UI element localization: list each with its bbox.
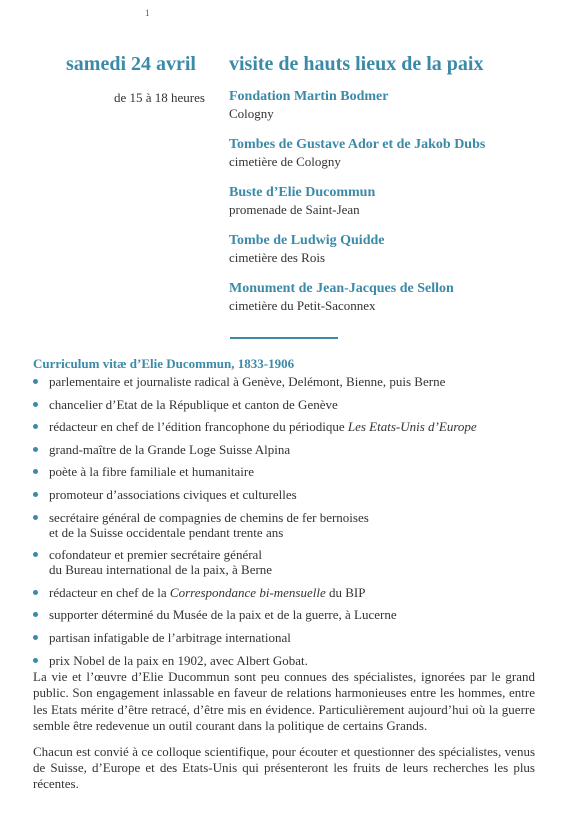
curriculum-title: Curriculum vitæ d’Elie Ducommun, 1833-1906	[33, 356, 295, 371]
item-text: rédacteur en chef de l’édition francophone du périodique	[49, 419, 348, 435]
item-text: prix Nobel de la paix en 1902, avec Albert Gobat.	[49, 652, 308, 668]
list-item	[33, 607, 543, 622]
visit-item	[229, 88, 549, 123]
curriculum-list	[33, 374, 543, 668]
item-text: grand-maître de la Grande Loge Suisse Alpina	[49, 441, 291, 457]
closing-section	[33, 669, 535, 802]
bullet-icon	[33, 515, 38, 520]
section-divider	[230, 337, 338, 339]
visit-name: Fondation Martin Bodmer	[229, 89, 389, 104]
visit-item	[229, 136, 549, 171]
list-item	[33, 374, 543, 389]
list-item	[33, 585, 543, 600]
list-item	[33, 510, 543, 540]
item-text: partisan infatigable de l’arbitrage international	[49, 629, 291, 645]
item-text: supporter déterminé du Musée de la paix et de la guerre, à Lucerne	[49, 607, 397, 623]
visit-name: Buste d’Elie Ducommun	[229, 185, 376, 200]
item-text: poète à la fibre familiale et humanitaire	[49, 464, 255, 480]
item-text-line2: et de la Suisse occidentale pendant trente ans	[49, 524, 284, 540]
item-text: secrétaire général de compagnies de chemins de fer bernoises	[49, 509, 369, 525]
curriculum-section	[33, 356, 543, 675]
periodical-title: Correspondance bi-mensuelle	[169, 584, 326, 600]
visit-place: promenade de Saint-Jean	[229, 202, 360, 217]
list-item	[33, 442, 543, 457]
bullet-icon	[33, 612, 38, 617]
visit-name: Tombes de Gustave Ador et de Jakob Dubs	[229, 137, 486, 152]
list-item	[33, 419, 543, 434]
item-text: cofondateur et premier secrétaire général	[49, 547, 262, 563]
visit-name: Monument de Jean-Jacques de Sellon	[229, 281, 454, 296]
event-date: samedi 24 avril	[66, 53, 196, 75]
list-item	[33, 487, 543, 502]
list-item	[33, 397, 543, 412]
event-hours: de 15 à 18 heures	[114, 90, 205, 105]
periodical-title: Les Etats-Unis d’Europe	[347, 419, 477, 435]
visit-item	[229, 280, 549, 315]
visit-name: Tombe de Ludwig Quidde	[229, 233, 385, 248]
closing-paragraph: La vie et l’œuvre d’Elie Ducommun sont peu connues des spécialistes, ignorées par le grand public. Son engagement inlassable en faveur de relations harmonieuses entre les hommes, entre les Etats mérite d’être retracé, d’être mis en évidence. Particulièrement aujourd’hui où la guerre semble être redevenue un outil courant dans la politique de certains Grands.	[33, 669, 535, 734]
visit-item	[229, 232, 549, 267]
bullet-icon	[33, 590, 38, 595]
bullet-icon	[33, 552, 38, 557]
bullet-icon	[33, 635, 38, 640]
page-mark: 1	[145, 8, 150, 18]
visit-place: Cologny	[229, 106, 274, 121]
bullet-icon	[33, 658, 38, 663]
item-text: chancelier d’Etat de la République et canton de Genève	[49, 396, 338, 412]
visit-item	[229, 184, 549, 219]
closing-paragraph: Chacun est convié à ce colloque scientifique, pour écouter et questionner des spécialistes, venus de Suisse, d’Europe et des Etats-Unis qui présenteront les fruits de leurs recherches les plus récentes.	[33, 743, 535, 792]
bullet-icon	[33, 469, 38, 474]
visit-list	[229, 88, 549, 328]
bullet-icon	[33, 492, 38, 497]
page-title: visite de hauts lieux de la paix	[229, 53, 484, 75]
bullet-icon	[33, 402, 38, 407]
list-item	[33, 464, 543, 479]
visit-place: cimetière de Cologny	[229, 154, 341, 169]
item-text: parlementaire et journaliste radical à Genève, Delémont, Bienne, puis Berne	[49, 374, 446, 389]
visit-place: cimetière du Petit-Saconnex	[229, 298, 376, 313]
item-text: promoteur d’associations civiques et culturelles	[49, 486, 297, 502]
bullet-icon	[33, 424, 38, 429]
list-item	[33, 630, 543, 645]
item-text: rédacteur en chef de la	[49, 584, 170, 600]
bullet-icon	[33, 447, 38, 452]
visit-place: cimetière des Rois	[229, 250, 326, 265]
item-text-suffix: du BIP	[325, 584, 366, 600]
item-text-line2: du Bureau international de la paix, à Berne	[49, 562, 273, 578]
list-item	[33, 653, 543, 668]
bullet-icon	[33, 379, 38, 384]
list-item	[33, 547, 543, 577]
